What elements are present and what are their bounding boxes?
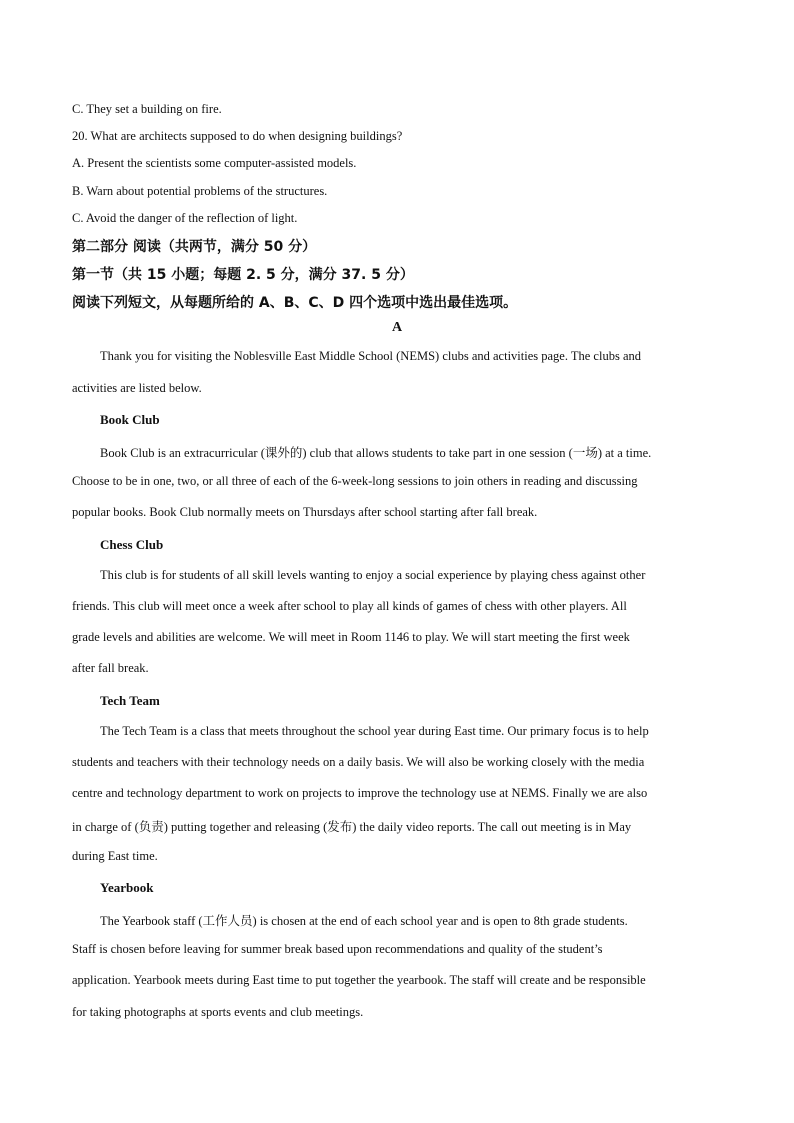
club-text-line: during East time.: [72, 849, 158, 863]
club-text-line: for taking photographs at sports events and club meetings.: [72, 1005, 364, 1019]
q20-stem: 20. What are architects supposed to do when designing buildings?: [72, 129, 403, 143]
club-title-yearbook: Yearbook: [100, 880, 154, 895]
passage-label: A: [391, 320, 403, 335]
q20-option-b: B. Warn about potential problems of the structures.: [72, 184, 328, 198]
intro-line: activities are listed below.: [72, 381, 202, 395]
club-text-line: Choose to be in one, two, or all three of each of the 6-week-long sessions to join others in reading and discussing: [72, 474, 638, 488]
club-text-line: Staff is chosen before leaving for summer break based upon recommendations and quality of the student’s: [72, 942, 603, 956]
subsection-heading: 第一节（共 15 小题；每题 2. 5 分，满分 37. 5 分）: [72, 267, 414, 283]
club-text-line: friends. This club will meet once a week after school to play all kinds of games of chess with other players. All: [72, 599, 627, 613]
q20-option-c: C. Avoid the danger of the reflection of light.: [72, 211, 298, 225]
club-text-line: application. Yearbook meets during East time to put together the yearbook. The staff will create and be responsible: [72, 973, 646, 987]
club-text-line: grade levels and abilities are welcome. We will meet in Room 1146 to play. We will start meeting the first week: [72, 630, 630, 644]
club-title-tech-team: Tech Team: [100, 693, 160, 708]
instruction: 阅读下列短文，从每题所给的 A、B、C、D 四个选项中选出最佳选项。: [72, 295, 518, 311]
club-text-line: in charge of (负责) putting together and releasing (发布) the daily video reports. The call out meeting is in May: [72, 820, 632, 834]
club-text-line: The Tech Team is a class that meets throughout the school year during East time. Our primary focus is to help: [100, 724, 649, 738]
club-text-line: students and teachers with their technology needs on a daily basis. We will also be working closely with the media: [72, 755, 645, 769]
club-title-chess-club: Chess Club: [100, 537, 164, 552]
club-text-line: after fall break.: [72, 661, 149, 675]
q19-option-c: C. They set a building on fire.: [72, 102, 222, 116]
club-text-line: centre and technology department to work on projects to improve the technology use at NEMS. Finally we are also: [72, 786, 648, 800]
q20-option-a: A. Present the scientists some computer-assisted models.: [72, 156, 357, 170]
club-title-book-club: Book Club: [100, 412, 160, 427]
club-text-line: popular books. Book Club normally meets on Thursdays after school starting after fall break.: [72, 505, 538, 519]
club-text-line: Book Club is an extracurricular (课外的) club that allows students to take part in one session (一场) at a time.: [100, 446, 652, 460]
intro-line: Thank you for visiting the Noblesville East Middle School (NEMS) clubs and activities page. The clubs and: [100, 349, 641, 363]
part-heading: 第二部分 阅读（共两节，满分 50 分）: [72, 239, 317, 255]
club-text-line: This club is for students of all skill levels wanting to enjoy a social experience by playing chess against other: [100, 568, 646, 582]
club-text-line: The Yearbook staff (工作人员) is chosen at the end of each school year and is open to 8th grade students.: [100, 914, 628, 928]
